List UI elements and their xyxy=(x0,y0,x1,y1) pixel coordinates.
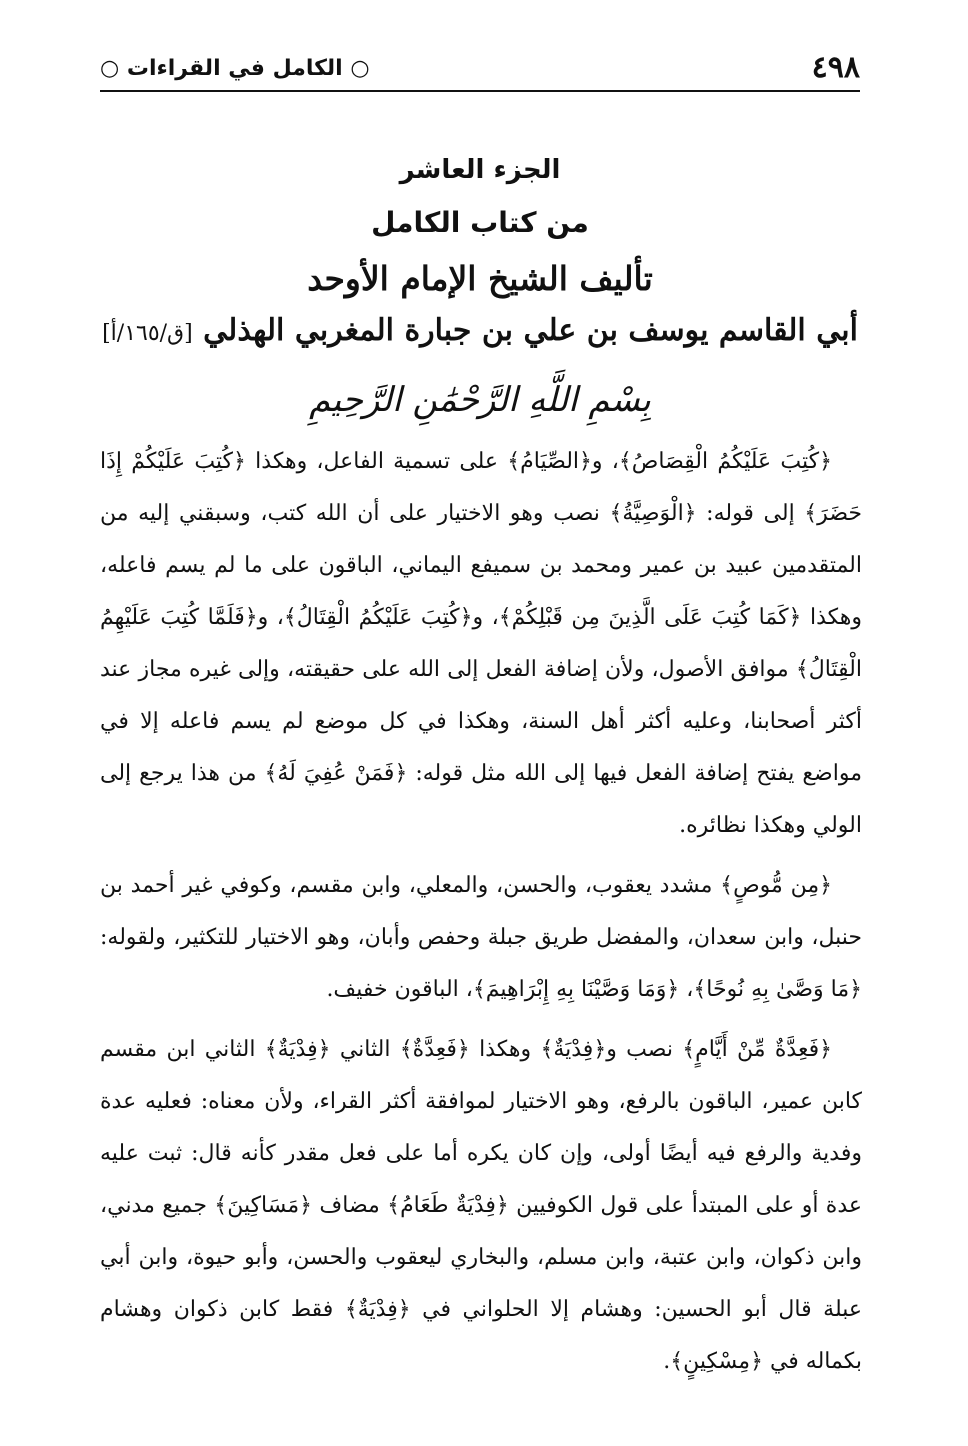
paragraph-1: ﴿كُتِبَ عَلَيْكُمُ الْقِصَاصُ﴾، و﴿الصِّيَامُ﴾ على تسمية الفاعل، وهكذا ﴿كُتِبَ عَلَيْكُمْ إِذَا حَضَرَ﴾ إلى قوله: ﴿الْوَصِيَّةُ﴾ نصب وهو الاختيار على أن الله كتب، وسبقني إليه من المتقدمين عبيد بن عمير ومحمد بن سميفع اليماني، الباقون على ما لم يسم فاعله، وهكذا ﴿كَمَا كُتِبَ عَلَى الَّذِينَ مِن قَبْلِكُمْ﴾، و﴿كُتِبَ عَلَيْكُمُ الْقِتَالُ﴾، و﴿فَلَمَّا كُتِبَ عَلَيْهِمُ الْقِتَالُ﴾ موافق الأصول، ولأن إضافة الفعل إلى الله على حقيقته، وإلى غيره مجاز عند أكثر أصحابنا، وعليه أكثر أهل السنة، وهكذا في كل موضع لم يسم فاعله إلا في مواضع يفتح إضافة الفعل فيها إلى الله مثل قوله: ﴿فَمَنْ عُفِيَ لَهُ﴾ من هذا يرجع إلى الولي وهكذا نظائره. xyxy=(100,449,862,838)
book-title: من كتاب الكامل xyxy=(371,206,589,239)
volume-title: الجزء العاشر xyxy=(399,155,561,185)
author-name: أبي القاسم يوسف بن علي بن جبارة المغربي الهذلي xyxy=(203,313,858,348)
author-name-line xyxy=(100,304,860,361)
paragraph-3: ﴿فَعِدَّةٌ مِّنْ أَيَّامٍ﴾ نصب و﴿فِدْيَةٌ﴾ وهكذا ﴿فَعِدَّةٌ﴾ الثاني ﴿فِدْيَةٌ﴾ الثاني ابن مقسم كابن عمير، الباقون بالرفع، وهو الاختيار لموافقة أكثر القراء، ولأن معناه: فعليه عدة وفدية والرفع فيه أيضًا أولى، وإن كان يكره أما على فعل مقدر كأنه قال: ثبت عليه عدة أو على المبتدأ على قول الكوفيين ﴿فِدْيَةٌ طَعَامُ﴾ مضاف ﴿مَسَاكِينَ﴾ جميع مدني، وابن ذكوان، وابن عتبة، وابن مسلم، والبخاري ليعقوب والحسن، وأبو حيوة، وابن أبي عبلة قال أبو الحسين: وهشام إلا الحلواني في ﴿فِدْيَةٌ﴾ فقط كابن ذكوان وهشام بكماله في ﴿مِسْكِينٍ﴾. xyxy=(100,1037,862,1374)
author-intro: تأليف الشيخ الإمام الأوحد xyxy=(307,259,653,298)
folio-reference: [ق/١٦٥/أ] xyxy=(102,321,193,346)
body-text xyxy=(100,436,862,1396)
page-header xyxy=(100,50,860,92)
title-block xyxy=(100,148,860,361)
running-title: ○ الكامل في القراءات ○ xyxy=(100,56,370,81)
page-number: ٤٩٨ xyxy=(811,50,860,85)
paragraph-2: ﴿مِن مُّوصٍ﴾ مشدد يعقوب، والحسن، والمعلي، وابن مقسم، وكوفي غير أحمد بن حنبل، وابن سعدان، والمفضل طريق جبلة وحفص وأبان، وهو الاختيار للتكثير، ولقوله: ﴿مَا وَصَّىٰ بِهِ نُوحًا﴾، ﴿وَمَا وَصَّيْنَا بِهِ إِبْرَاهِيمَ﴾، الباقون خفيف. xyxy=(100,873,862,1002)
basmala: بِسْمِ اللَّهِ الرَّحْمَٰنِ الرَّحِيمِ xyxy=(309,380,651,420)
